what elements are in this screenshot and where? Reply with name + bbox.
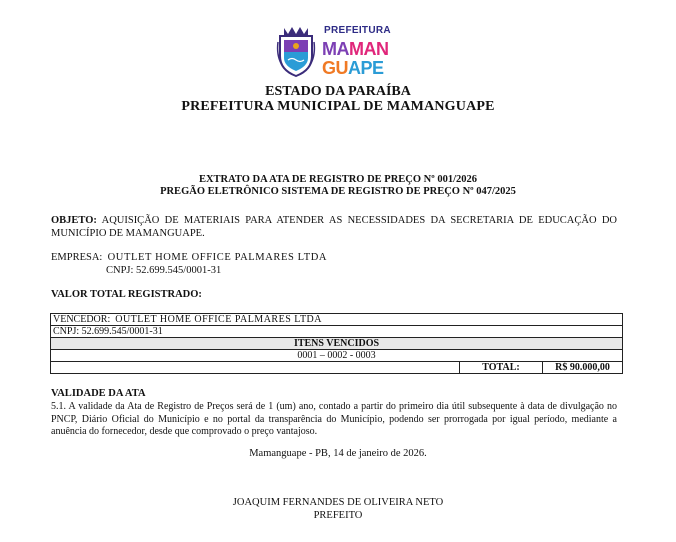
vencedor-name: OUTLET HOME OFFICE PALMARES LTDA bbox=[115, 314, 322, 325]
validade-text: 5.1. A validade da Ata de Registro de Preços será de 1 (um) ano, contado a partir do primeiro dia útil subsequente à data de divulgação no PNCP, Diário Oficial do Município e no portal da transparência do Município, podendo ser prorrogada por igual período, mediante a anuência do fornecedor, desde que comprovado o preço vantajoso. bbox=[51, 401, 617, 437]
table-row bbox=[51, 326, 623, 338]
table-row bbox=[51, 314, 623, 326]
logo-line-1: MAMAN bbox=[322, 39, 389, 59]
total-label: TOTAL: bbox=[460, 362, 543, 374]
vencedor-cell bbox=[51, 314, 623, 326]
local-date: Mamanguape - PB, 14 de janeiro de 2026. bbox=[249, 448, 427, 459]
city-coat-of-arms-icon bbox=[276, 22, 316, 78]
objeto-text: AQUISIÇÃO DE MATERIAIS PARA ATENDER AS NECESSIDADES DA SECRETARIA DE EDUCAÇÃO DO MUNICÍPIO DE MAMANGUAPE. bbox=[51, 215, 617, 239]
extrato-title: EXTRATO DA ATA DE REGISTRO DE PREÇO Nº 001/2026 bbox=[198, 174, 478, 185]
vencedor-cnpj: CNPJ: 52.699.545/0001-31 bbox=[51, 326, 623, 338]
prefeitura-logo bbox=[276, 22, 391, 80]
objeto-paragraph bbox=[51, 214, 617, 240]
itens-vencidos-header: ITENS VENCIDOS bbox=[51, 338, 623, 350]
total-empty-cell bbox=[51, 362, 460, 374]
table-row bbox=[51, 338, 623, 350]
prefecture-heading: PREFEITURA MUNICIPAL DE MAMANGUAPE bbox=[181, 99, 495, 114]
total-value: R$ 90.000,00 bbox=[543, 362, 623, 374]
signature-name: JOAQUIM FERNANDES DE OLIVEIRA NETO bbox=[232, 497, 444, 508]
state-heading: ESTADO DA PARAÍBA bbox=[265, 84, 411, 99]
objeto-label: OBJETO: bbox=[51, 215, 97, 226]
empresa-name: OUTLET HOME OFFICE PALMARES LTDA bbox=[107, 252, 328, 263]
empresa-label: EMPRESA: bbox=[51, 252, 103, 263]
logo-line-2: GUAPE bbox=[322, 58, 384, 78]
valor-total-label: VALOR TOTAL REGISTRADO: bbox=[51, 289, 202, 300]
pregao-title: PREGÃO ELETRÔNICO SISTEMA DE REGISTRO DE PREÇO Nº 047/2025 bbox=[160, 186, 516, 197]
validade-title: VALIDADE DA ATA bbox=[51, 388, 146, 399]
logo-prefeitura-text: PREFEITURA bbox=[324, 25, 391, 36]
empresa-cnpj: CNPJ: 52.699.545/0001-31 bbox=[106, 265, 222, 276]
vencedor-label: VENCEDOR: bbox=[53, 314, 111, 325]
table-row bbox=[51, 362, 623, 374]
vencedor-table bbox=[50, 313, 623, 374]
itens-vencidos-value: 0001 – 0002 - 0003 bbox=[51, 350, 623, 362]
empresa-line bbox=[51, 252, 327, 263]
signature-role: PREFEITO bbox=[313, 510, 363, 521]
table-row bbox=[51, 350, 623, 362]
